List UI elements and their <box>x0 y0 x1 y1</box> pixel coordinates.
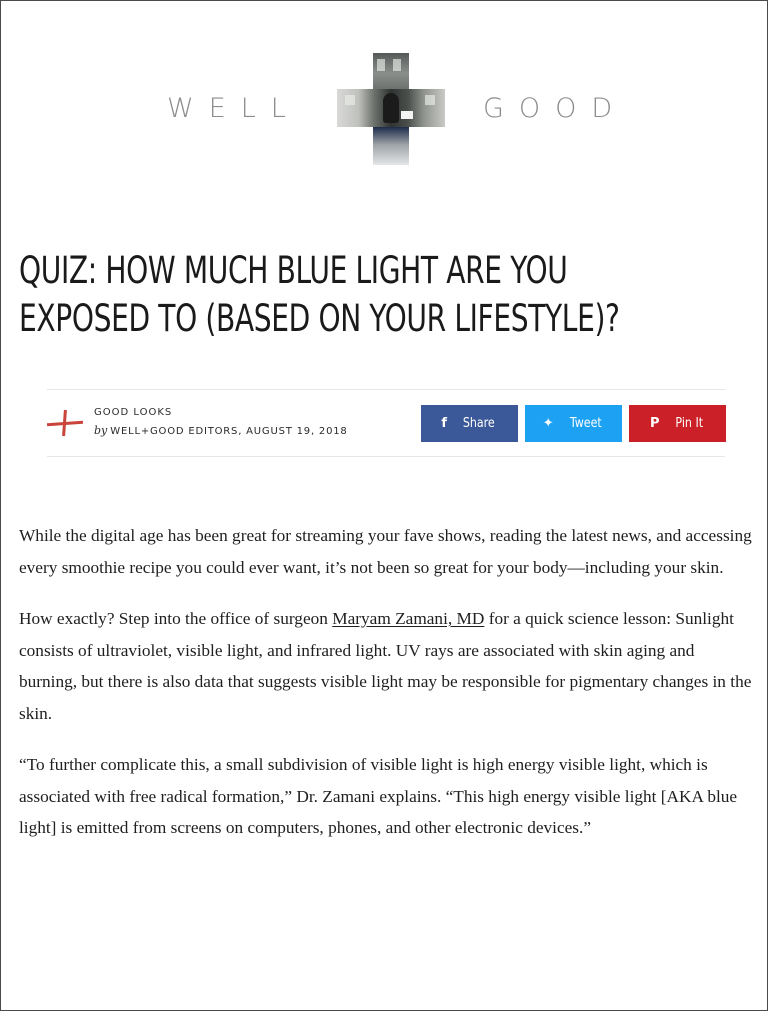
pinterest-pin-label: Pin It <box>674 416 703 431</box>
article-paragraph-1: While the digital age has been great for streaming your fave shows, reading the latest news, and accessing every smoothie recipe you could ever want, it’s not been so great for your body—including your skin. <box>19 526 752 577</box>
twitter-bird-icon: ✦ <box>542 416 554 431</box>
author-date[interactable]: WELL+GOOD EDITORS, AUGUST 19, 2018 <box>110 426 348 437</box>
category-link[interactable]: GOOD LOOKS <box>94 407 173 418</box>
logo-person-figure <box>383 93 399 123</box>
maryam-zamani-link[interactable]: Maryam Zamani, MD <box>332 609 485 628</box>
byline-bar <box>47 389 725 457</box>
logo-laptop-figure <box>401 111 413 119</box>
article-paragraph-2 <box>19 603 755 729</box>
logo-cross-photo <box>337 53 445 165</box>
plus-icon <box>47 410 83 436</box>
paragraph-2-text-end: for a quick science lesson: Sunlight consists of ultraviolet, visible light, and infrared light. UV rays are associated with skin aging and burning, but there is also data that suggests visible light may be responsible for pigmentary changes in the skin. <box>19 609 752 723</box>
author-date-line <box>94 424 348 437</box>
twitter-tweet-label: Tweet <box>569 416 602 431</box>
pinterest-pin-button[interactable] <box>629 405 726 442</box>
article-paragraph-3: “To further complicate this, a small subdivision of visible light is high energy visible light, which is associated with free radical formation,” Dr. Zamani explains. “This high energy visible light [AKA blue light] is emitted from screens on computers, phones, and other electronic devices.” <box>19 755 738 837</box>
article-body <box>19 520 755 864</box>
facebook-share-button[interactable] <box>421 405 518 442</box>
logo-word-good: GOOD <box>483 93 628 124</box>
logo-word-well: WELL <box>167 93 301 124</box>
article-headline <box>19 247 749 343</box>
facebook-share-label: Share <box>462 416 495 431</box>
by-label: by <box>94 424 108 437</box>
headline-line-1: QUIZ: HOW MUCH BLUE LIGHT ARE YOU <box>19 249 568 292</box>
paragraph-2-text-start: How exactly? Step into the office of surgeon <box>19 609 333 628</box>
twitter-tweet-button[interactable] <box>525 405 622 442</box>
headline-line-2: EXPOSED TO (BASED ON YOUR LIFESTYLE)? <box>19 297 620 340</box>
facebook-icon: f <box>441 416 448 431</box>
site-logo[interactable] <box>1 53 767 165</box>
pinterest-icon: P <box>650 416 660 431</box>
